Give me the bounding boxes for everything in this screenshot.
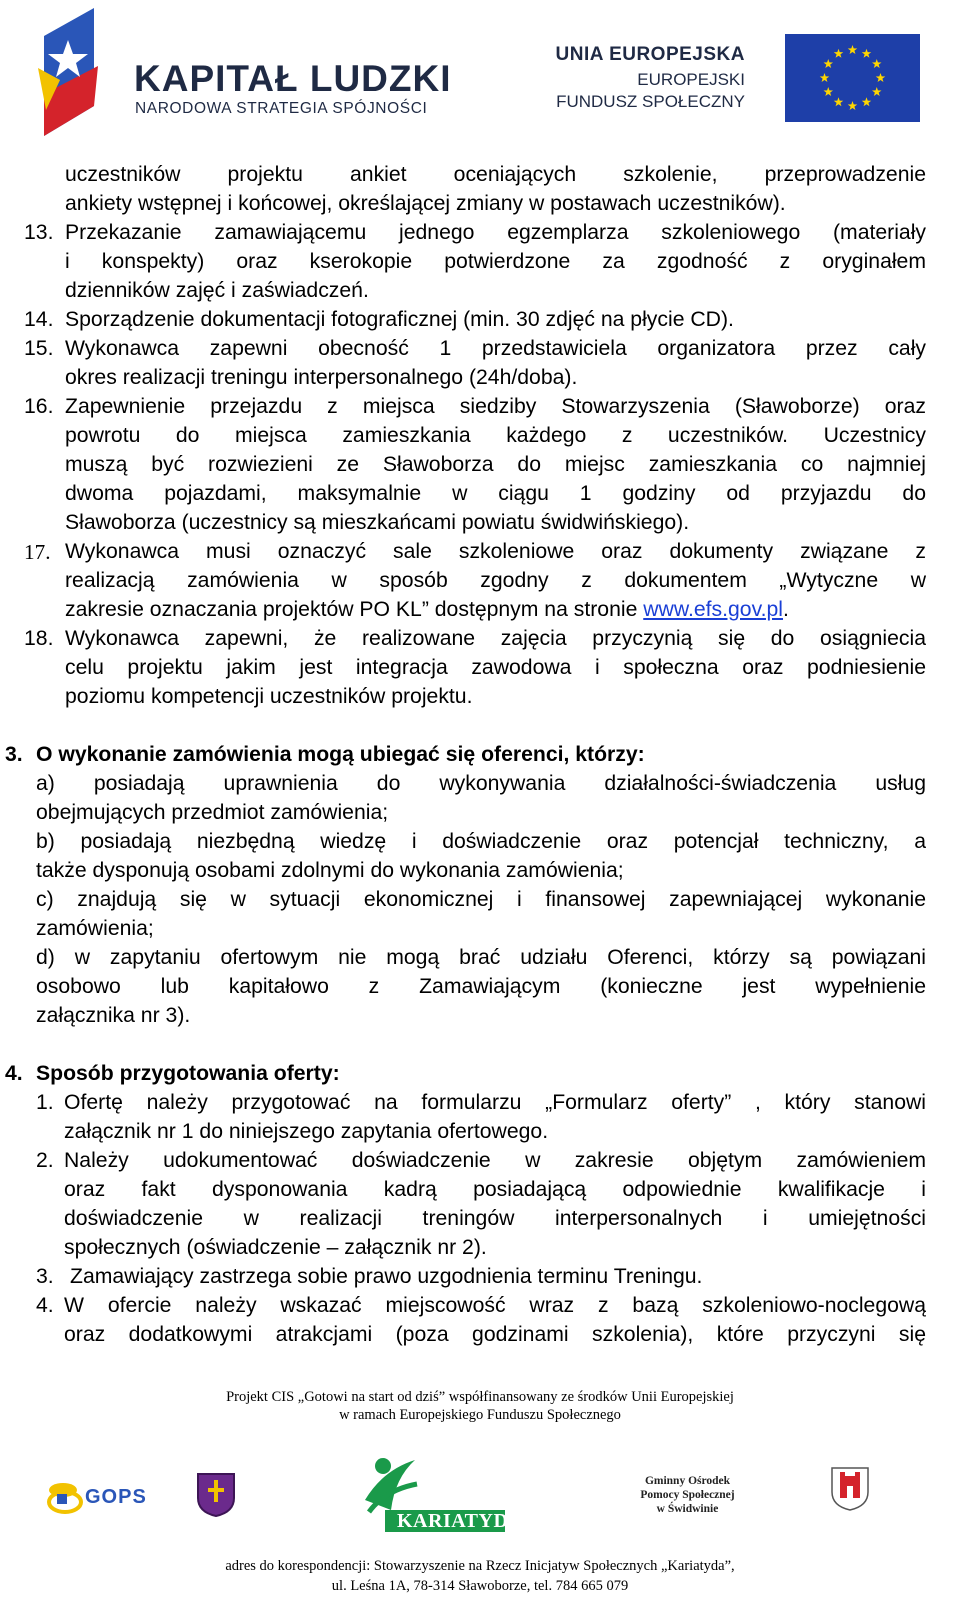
paragraph-line: dwoma pojazdami, maksymalnie w ciągu 1 godziny od przyjazdu do <box>65 482 926 505</box>
page-header <box>0 0 960 150</box>
gops-logo <box>45 1476 147 1516</box>
kariatyda-logo <box>355 1450 524 1540</box>
paragraph-line: załącznik nr 1 do niniejszego zapytania ofertowego. <box>64 1120 549 1143</box>
paragraph-line: realizacją zamówienia w sposób zgodny z dokumentem „Wytyczne w <box>65 569 926 592</box>
paragraph-line: osobowo lub kapitałowo z Zamawiającym (konieczne jest wypełnienie <box>36 975 926 998</box>
paragraph-line: i konspekty) oraz kserokopie potwierdzone za zgodność z oryginałem <box>65 250 926 273</box>
eu-logo <box>555 30 920 125</box>
footer-project-line-1: Projekt CIS „Gotowi na start od dziś” współfinansowany ze środków Unii Europejskiej <box>226 1389 734 1405</box>
paragraph-line: a) posiadają uprawnienia do wykonywania działalności-świadczenia usług <box>36 772 926 795</box>
eu-logo-line-2: EUROPEJSKI <box>637 70 745 89</box>
kapital-ludzki-emblem-icon <box>38 6 138 141</box>
paragraph-line: d) w zapytaniu ofertowym nie mogą brać udziału Oferenci, którzy są powiązani <box>36 946 926 969</box>
paragraph-line: Sporządzenie dokumentacji fotograficznej (min. 30 zdjęć na płycie CD). <box>65 308 734 331</box>
footer-logos <box>0 1446 960 1556</box>
list-number: 17. <box>24 540 51 564</box>
paragraph-line: Wykonawca zapewni obecność 1 przedstawiciela organizatora przez cały <box>65 337 926 360</box>
paragraph-line: Wykonawca musi oznaczyć sale szkoleniowe oraz dokumenty związane z <box>65 540 926 563</box>
list-number: 1. <box>36 1091 54 1114</box>
municipal-crest-icon <box>196 1472 236 1518</box>
paragraph-line: zamówienia; <box>36 917 154 940</box>
paragraph-line: społecznych (oświadczenie – załącznik nr 2). <box>64 1236 487 1259</box>
paragraph-line: uczestników projektu ankiet oceniających szkolenie, przeprowadzenie <box>65 163 926 186</box>
eu-flag-icon <box>785 34 920 122</box>
list-number: 14. <box>24 308 54 331</box>
paragraph-line: c) znajdują się w sytuacji ekonomicznej i finansowej zapewniającej wykonanie <box>36 888 926 911</box>
paragraph-line: b) posiadają niezbędną wiedzę i doświadczenie oraz potencjał techniczny, a <box>36 830 926 853</box>
kapital-ludzki-subtitle: NARODOWA STRATEGIA SPÓJNOŚCI <box>135 100 428 117</box>
section-number: 3. <box>5 743 23 766</box>
section-heading: O wykonanie zamówienia mogą ubiegać się oferenci, którzy: <box>36 743 645 766</box>
paragraph-line: oraz fakt dysponowania kadrą posiadającą odpowiednie kwalifikacje i <box>64 1178 926 1201</box>
paragraph-text: zakresie oznaczania projektów PO KL” dostępnym na stronie <box>65 598 644 621</box>
paragraph-text: . <box>783 598 789 621</box>
list-number: 18. <box>24 627 54 650</box>
list-number: 15. <box>24 337 54 360</box>
gops-name-line-3: w Świdwinie <box>656 1503 719 1515</box>
paragraph-line: powrotu do miejsca zamieszkania każdego z uczestników. Uczestnicy <box>65 424 926 447</box>
paragraph-line: Ofertę należy przygotować na formularzu „Formularz oferty” , który stanowi <box>64 1091 926 1114</box>
paragraph-line: celu projektu jakim jest integracja zawodowa i społeczna oraz podniesienie <box>65 656 926 679</box>
gops-name-line-2: Pomocy Społecznej <box>640 1489 735 1501</box>
eu-logo-line-3: FUNDUSZ SPOŁECZNY <box>556 92 745 111</box>
section-number: 4. <box>5 1062 23 1085</box>
footer-address-line-1: adres do korespondencji: Stowarzyszenie na Rzecz Inicjatyw Społecznych „Kariatyda”, <box>225 1558 735 1574</box>
kariatyda-logo-text: KARIATYDA <box>397 1510 524 1532</box>
gops-name-line-1: Gminny Ośrodek <box>644 1475 731 1487</box>
kapital-ludzki-logo <box>38 6 458 141</box>
paragraph-line: poziomu kompetencji uczestników projektu. <box>65 685 473 708</box>
gops-name <box>630 1474 745 1516</box>
paragraph-line: Zamawiający zastrzega sobie prawo uzgodnienia terminu Treningu. <box>70 1265 703 1288</box>
paragraph-line: także dysponują osobami zdolnymi do wykonania zamówienia; <box>36 859 624 882</box>
paragraph-line: muszą być rozwiezieni ze Sławoborza do miejsc zamieszkania co najmniej <box>65 453 926 476</box>
swidwin-crest-icon <box>830 1466 870 1512</box>
paragraph-line: dzienników zajęć i zaświadczeń. <box>65 279 369 302</box>
paragraph-line: doświadczenie w realizacji treningów interpersonalnych i umiejętności <box>64 1207 926 1230</box>
paragraph-line: Należy udokumentować doświadczenie w zakresie objętym zamówieniem <box>64 1149 926 1172</box>
gops-logo-text: GOPS <box>85 1486 147 1508</box>
paragraph-line: W ofercie należy wskazać miejscowość wraz z bazą szkoleniowo-noclegową <box>64 1294 926 1317</box>
footer-project-line-2: w ramach Europejskiego Funduszu Społecznego <box>339 1407 621 1423</box>
footer-address-line-2: ul. Leśna 1A, 78-314 Sławoborze, tel. 784 665 079 <box>331 1578 629 1594</box>
list-number: 4. <box>36 1294 54 1317</box>
paragraph-line: Wykonawca zapewni, że realizowane zajęcia przyczynią się do osiągniecia <box>65 627 926 650</box>
section-heading: Sposób przygotowania oferty: <box>36 1062 340 1085</box>
paragraph-line: Sławoborza (uczestnicy są mieszkańcami powiatu świdwińskiego). <box>65 511 690 534</box>
paragraph-line: Przekazanie zamawiającemu jednego egzemplarza szkoleniowego (materiały <box>65 221 926 244</box>
list-number: 13. <box>24 221 54 244</box>
paragraph-line: załącznika nr 3). <box>36 1004 191 1027</box>
paragraph-line: Zapewnienie przejazdu z miejsca siedziby Stowarzyszenia (Sławoborze) oraz <box>65 395 926 418</box>
paragraph-line: ankiety wstępnej i końcowej, określającej zmiany w postawach uczestników). <box>65 192 786 215</box>
list-number: 3. <box>36 1265 54 1288</box>
kapital-ludzki-title: KAPITAŁ LUDZKI <box>134 58 452 99</box>
paragraph-line <box>65 595 789 625</box>
paragraph-line: oraz dodatkowymi atrakcjami (poza godzinami szkolenia), które przyczyni się <box>64 1323 926 1346</box>
paragraph-line: okres realizacji treningu interpersonalnego (24h/doba). <box>65 366 578 389</box>
efs-website-link[interactable]: www.efs.gov.pl <box>643 598 783 621</box>
list-number: 16. <box>24 395 54 418</box>
eu-logo-line-1: UNIA EUROPEJSKA <box>555 44 745 65</box>
list-number: 2. <box>36 1149 54 1172</box>
paragraph-line: obejmujących przedmiot zamówienia; <box>36 801 389 824</box>
